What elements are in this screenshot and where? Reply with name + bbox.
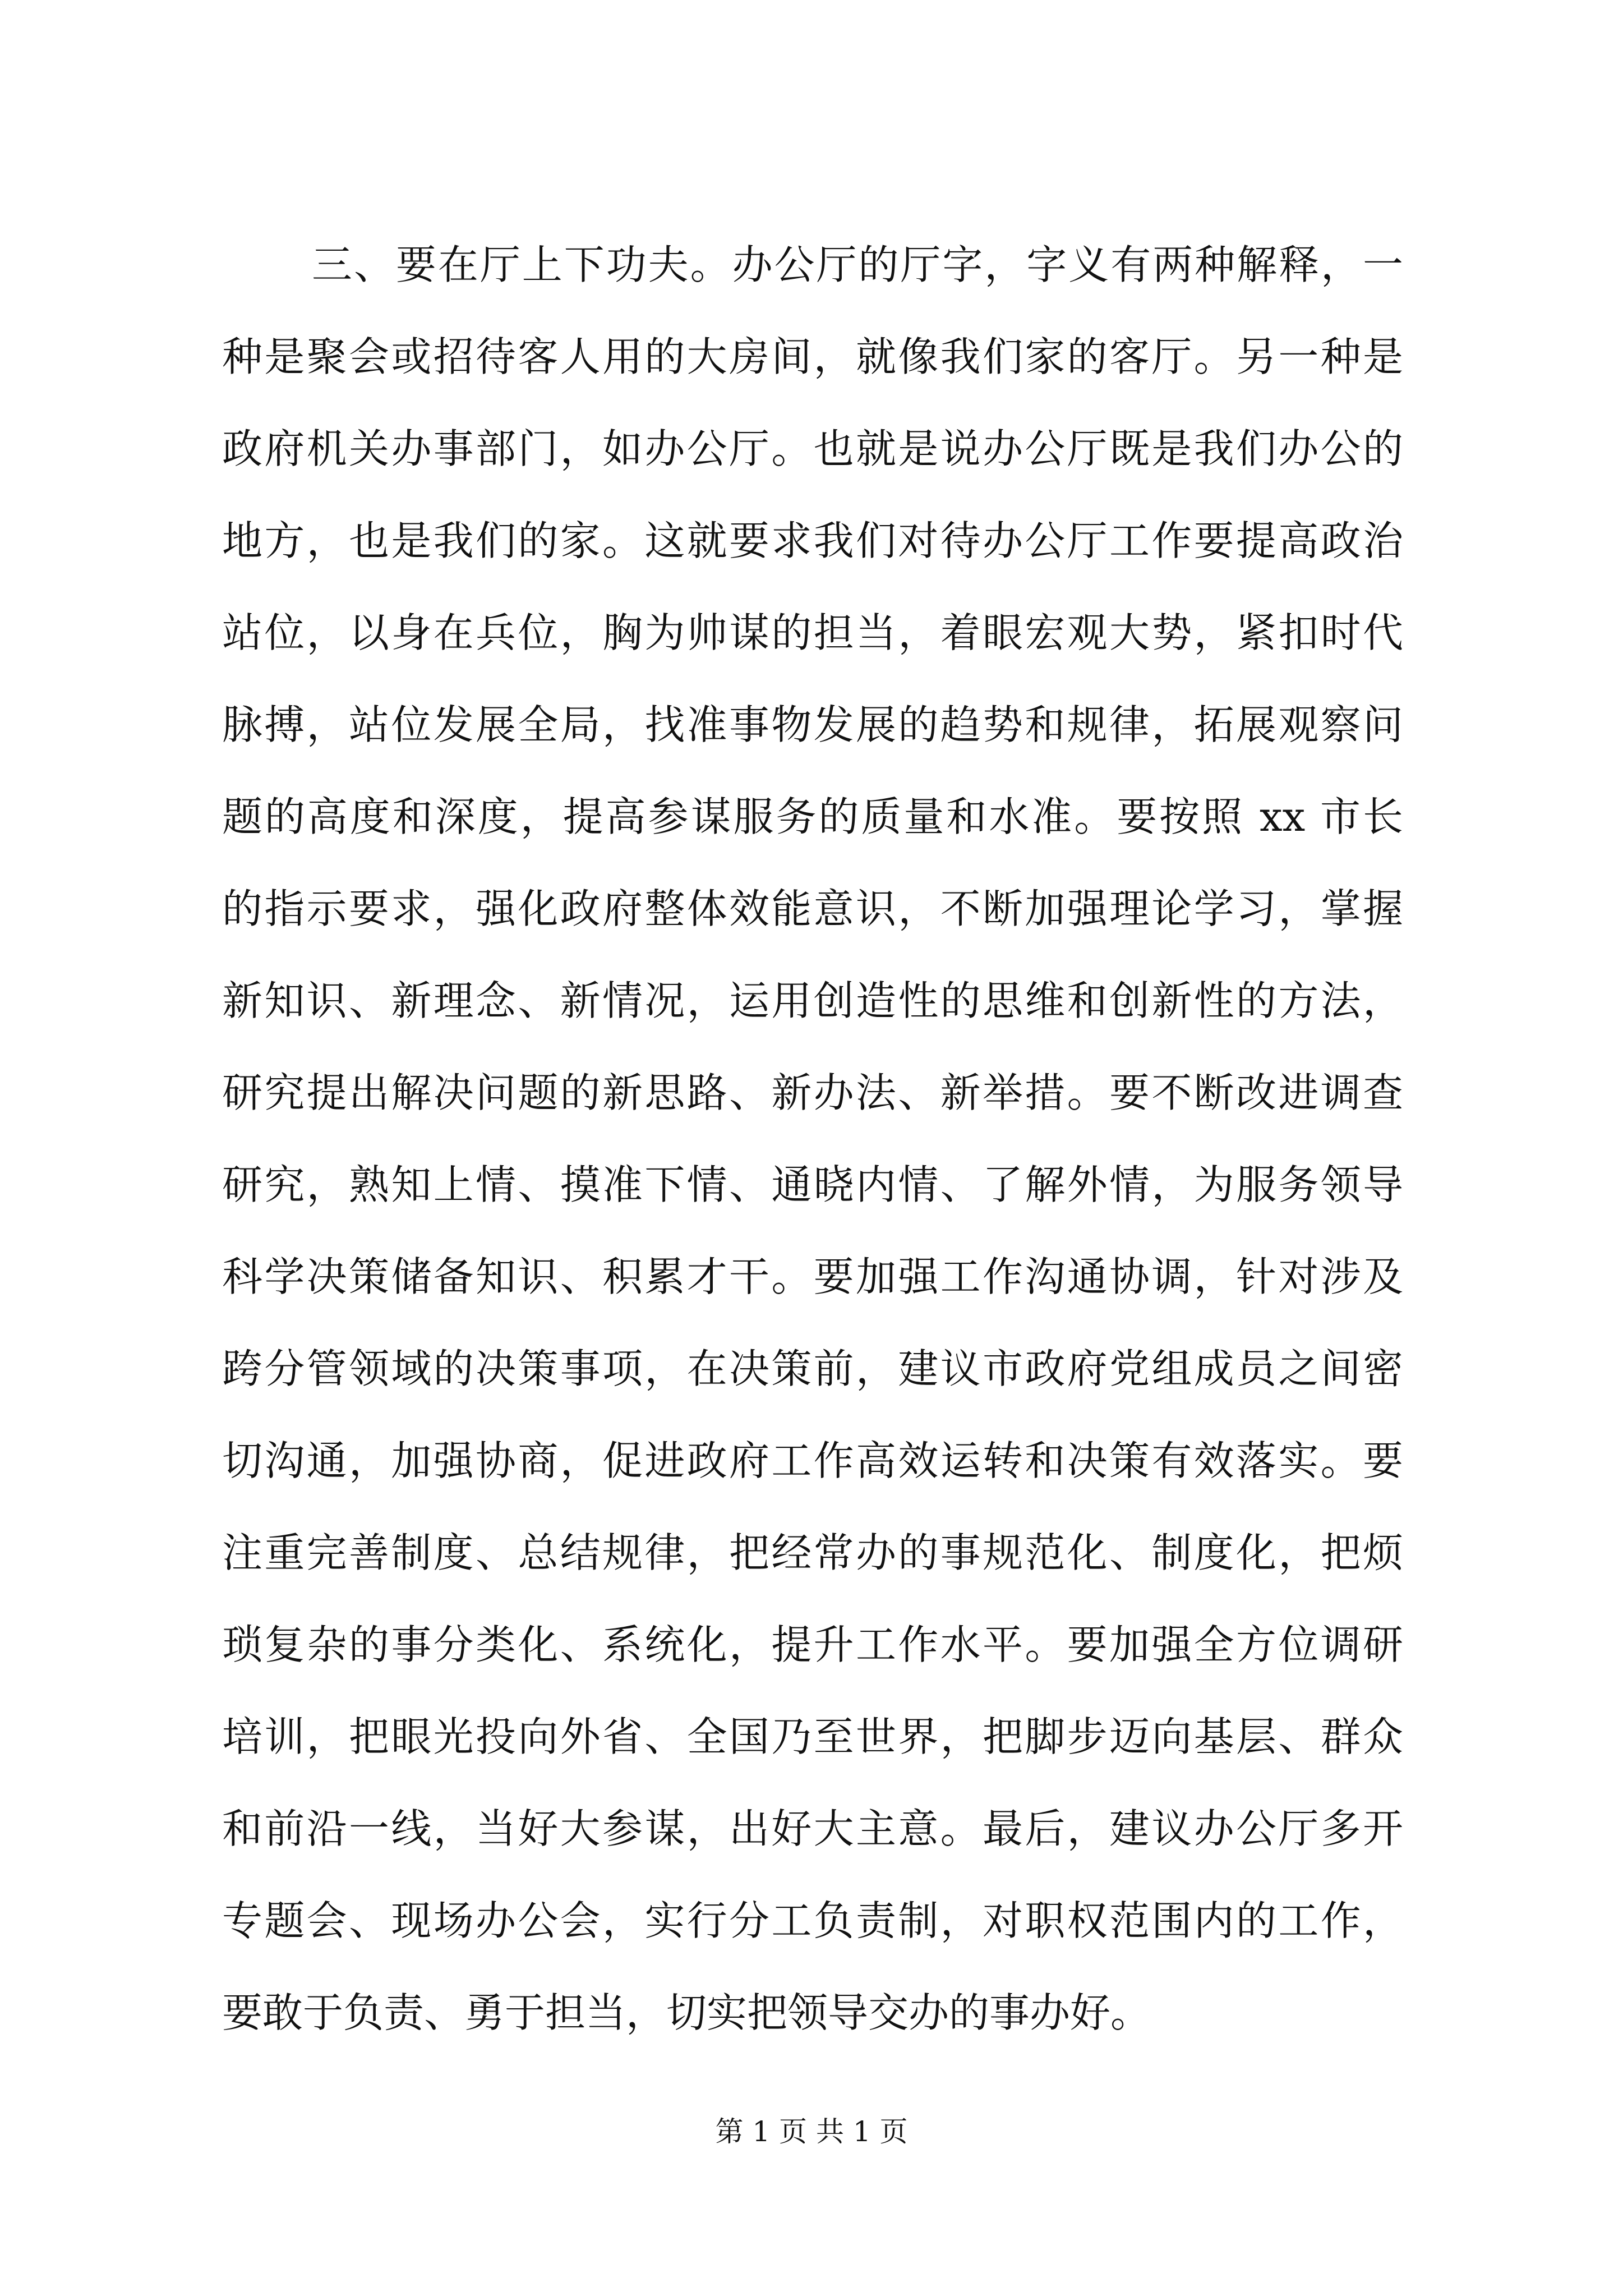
paragraph-line: 跨分管领域的决策事项，在决策前，建议市政府党组成员之间密 [222,1345,1403,1392]
paragraph-line: 地方，也是我们的家。这就要求我们对待办公厅工作要提高政治 [222,517,1403,564]
paragraph-line: 种是聚会或招待客人用的大房间，就像我们家的客厅。另一种是 [222,333,1403,380]
page-number-footer: 第 1 页 共 1 页 [715,2115,908,2148]
paragraph-line: 三、要在厅上下功夫。办公厅的厅字，字义有两种解释，一 [312,241,1403,288]
paragraph-line: 注重完善制度、总结规律，把经常办的事规范化、制度化，把烦 [222,1529,1403,1576]
paragraph-line: 切沟通，加强协商，促进政府工作高效运转和决策有效落实。要 [222,1437,1403,1484]
paragraph-line: 站位，以身在兵位，胸为帅谋的担当，着眼宏观大势，紧扣时代 [222,609,1403,656]
paragraph-line: 专题会、现场办公会，实行分工负责制，对职权范围内的工作， [222,1897,1403,1944]
paragraph-line: 脉搏，站位发展全局，找准事物发展的趋势和规律，拓展观察问 [222,701,1403,748]
paragraph-line: 琐复杂的事分类化、系统化，提升工作水平。要加强全方位调研 [222,1621,1403,1668]
paragraph-last-line: 要敢于负责、勇于担当，切实把领导交办的事办好。 [222,1989,1151,2036]
paragraph-line: 的指示要求，强化政府整体效能意识，不断加强理论学习，掌握 [222,885,1403,932]
paragraph-line: 科学决策储备知识、积累才干。要加强工作沟通协调，针对涉及 [222,1253,1403,1300]
paragraph-line: 题的高度和深度，提高参谋服务的质量和水准。要按照 xx 市长 [222,793,1403,840]
paragraph-line: 和前沿一线，当好大参谋，出好大主意。最后，建议办公厅多开 [222,1805,1403,1852]
paragraph-line: 研究，熟知上情、摸准下情、通晓内情、了解外情，为服务领导 [222,1161,1403,1208]
paragraph-line: 研究提出解决问题的新思路、新办法、新举措。要不断改进调查 [222,1069,1403,1116]
body-paragraph [222,219,1403,2059]
paragraph-line: 新知识、新理念、新情况，运用创造性的思维和创新性的方法， [222,977,1403,1024]
paragraph-line: 培训，把眼光投向外省、全国乃至世界，把脚步迈向基层、群众 [222,1713,1403,1760]
paragraph-line: 政府机关办事部门，如办公厅。也就是说办公厅既是我们办公的 [222,425,1403,472]
